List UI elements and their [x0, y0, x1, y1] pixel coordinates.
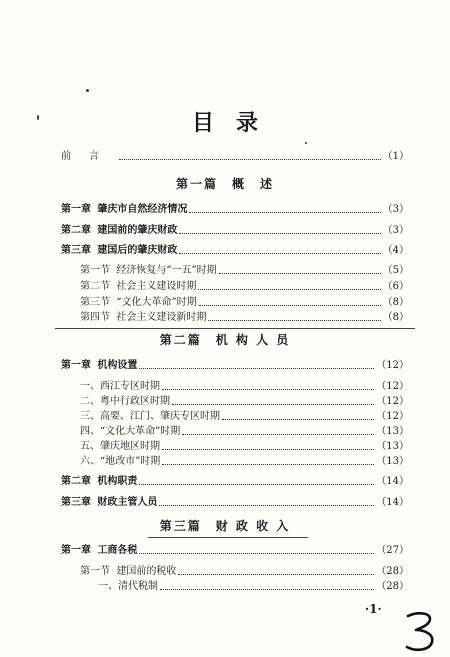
toc-entry: [61, 475, 409, 489]
toc-entry-number: 第一节: [80, 265, 110, 276]
toc-entry-number: 第四节: [80, 312, 110, 323]
toc-entry-text: 肇庆地区时期: [100, 441, 160, 452]
toc-entry-text: “文化大革命”时期: [100, 426, 181, 437]
toc-entry: [61, 496, 409, 510]
toc-entry: [61, 244, 409, 258]
toc-entry-number: 第一章: [61, 545, 91, 556]
toc-entry-text: “文化大革命”时期: [116, 297, 197, 308]
toc-entry-number: 第一节: [80, 566, 110, 577]
toc-entry-number: 第三节: [80, 297, 110, 308]
dot-leader: [139, 484, 374, 485]
toc-entry-text: 高要、江门、肇庆专区时期: [100, 411, 220, 422]
toc-entry: [80, 395, 409, 409]
toc-entry-number: 第二章: [61, 476, 91, 487]
dot-leader: [199, 305, 381, 306]
part-title-underline: [148, 537, 308, 538]
toc-entry-text: 机构设置: [97, 360, 138, 371]
scan-speck: [37, 115, 39, 120]
toc-entry-text: 建国前的税收: [116, 566, 177, 577]
toc-entry-text: 财政主管人员: [97, 497, 158, 508]
toc-entry-number: 第二章: [61, 225, 91, 236]
toc-entry-text: 建国后的肇庆财政: [97, 245, 178, 256]
toc-entry: [80, 311, 409, 325]
scan-speck: [305, 142, 307, 144]
toc-entry: [80, 425, 409, 439]
dot-leader: [162, 449, 374, 450]
dot-leader: [139, 553, 374, 554]
handwritten-mark-icon: [402, 610, 438, 654]
toc-entry-number: 第一章: [61, 360, 91, 371]
dot-leader: [160, 589, 374, 590]
toc-entry-page: （12）: [376, 381, 409, 392]
toc-entry-page: （8）: [382, 297, 409, 308]
toc-entry-page: （13）: [376, 441, 409, 452]
toc-entry-text: 工商各税: [97, 545, 138, 556]
toc-entry-page: （4）: [382, 245, 409, 256]
toc-entry: [80, 410, 409, 424]
toc-entry-text: 建国前的肇庆财政: [97, 225, 178, 236]
toc-entry-page: （14）: [376, 476, 409, 487]
toc-entry-text: 清代税制: [118, 581, 158, 592]
toc-entry: [80, 280, 409, 294]
toc-entry-number: 二、: [80, 396, 100, 407]
dot-leader: [162, 464, 374, 465]
toc-entry: [80, 296, 409, 310]
toc-entry-page: （28）: [376, 566, 409, 577]
toc-entry-page: （1）: [382, 151, 409, 162]
toc-entry-number: 第三章: [61, 245, 91, 256]
toc-entry-page: （28）: [376, 581, 409, 592]
dot-leader: [179, 233, 380, 234]
toc-entry-text: 经济恢复与“一五”时期: [116, 265, 217, 276]
toc-entry-number: 一、: [80, 381, 100, 392]
toc-entry: [80, 565, 409, 579]
toc-entry: [98, 580, 409, 594]
toc-entry: [61, 203, 409, 217]
page-number: ·1·: [365, 602, 382, 616]
toc-entry-page: （6）: [382, 281, 409, 292]
section-divider: [55, 328, 415, 329]
toc-entry: [80, 264, 409, 278]
toc-entry-page: （13）: [376, 426, 409, 437]
part-title-1: 第一篇 概 述: [175, 177, 274, 191]
toc-entry-text: 社会主义建设时期: [116, 281, 197, 292]
toc-entry-number: 一、: [98, 581, 118, 592]
toc-entry-page: （12）: [376, 360, 409, 371]
toc-entry-text: 粤中行政区时期: [100, 396, 170, 407]
dot-leader: [119, 159, 381, 160]
toc-entry-label: 前言: [61, 151, 117, 162]
part-title-2: 第二篇 机 构 人 员: [159, 333, 291, 347]
scan-speck: [86, 89, 89, 92]
toc-entry-page: （12）: [376, 411, 409, 422]
page-title: 目录: [191, 110, 280, 136]
dot-leader: [219, 273, 381, 274]
part-title-3: 第三篇 财 政 收 入: [159, 519, 291, 533]
dot-leader: [139, 368, 374, 369]
toc-entry: [80, 380, 409, 394]
toc-entry-number: 第二节: [80, 281, 110, 292]
dot-leader: [162, 389, 374, 390]
toc-entry-number: 第一章: [61, 204, 91, 215]
toc-entry: [80, 455, 409, 469]
toc-entry-page: （5）: [382, 265, 409, 276]
toc-entry-page: （27）: [376, 545, 409, 556]
dot-leader: [222, 419, 374, 420]
toc-entry-number: 四、: [80, 426, 100, 437]
dot-leader: [182, 434, 374, 435]
toc-entry: [61, 544, 409, 558]
dot-leader: [172, 404, 374, 405]
toc-entry-page: （8）: [382, 312, 409, 323]
toc-entry-page: （13）: [376, 456, 409, 467]
dot-leader: [198, 289, 380, 290]
toc-entry-number: 第三章: [61, 497, 91, 508]
toc-entry-text: 机构职责: [97, 476, 138, 487]
toc-entry: [80, 440, 409, 454]
toc-entry-text: “地改市”时期: [100, 456, 161, 467]
toc-entry: [61, 224, 409, 238]
toc-entry-page: （14）: [376, 497, 409, 508]
dot-leader: [189, 212, 380, 213]
dot-leader: [179, 253, 380, 254]
toc-entry-number: 五、: [80, 441, 100, 452]
toc-entry-page: （3）: [382, 225, 409, 236]
toc-entry-number: 三、: [80, 411, 100, 422]
toc-entry: [61, 359, 409, 373]
dot-leader: [159, 505, 374, 506]
toc-entry-page: （3）: [382, 204, 409, 215]
dot-leader: [208, 320, 380, 321]
dot-leader: [178, 574, 374, 575]
toc-entry-preface: [61, 150, 409, 164]
toc-entry-text: 西江专区时期: [100, 381, 160, 392]
toc-entry-text: 肇庆市自然经济情况: [97, 204, 188, 215]
toc-entry-number: 六、: [80, 456, 100, 467]
toc-entry-text: 社会主义建设新时期: [116, 312, 207, 323]
toc-entry-page: （12）: [376, 396, 409, 407]
